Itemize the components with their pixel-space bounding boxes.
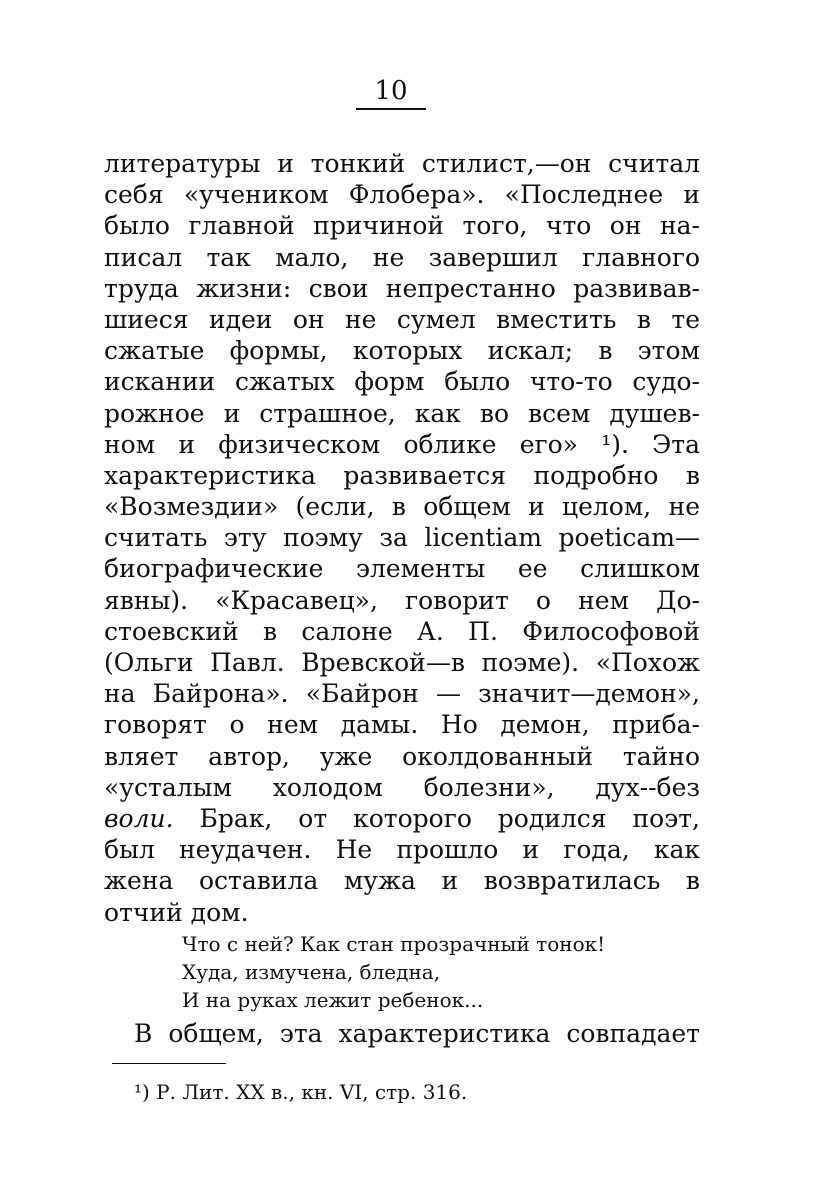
verse-line: Худа, измучена, бледна, [182, 960, 441, 984]
text-line: явны). «Красавец», говорит о нем До- [104, 585, 700, 615]
text-line: считать эту поэму за licentiam poeticam— [104, 523, 700, 553]
verse-line: Что с ней? Как стан прозрачный тонок! [182, 932, 606, 956]
verse-quote [182, 930, 702, 1014]
body-text [104, 148, 700, 928]
text-line: труда жизни: свои непрестанно развивав- [104, 273, 700, 303]
text-line: характеристика развивается подробно в [104, 460, 700, 490]
text-line: себя «учеником Флобера». «Последнее и [104, 180, 700, 210]
text-line: отчий дом. [104, 897, 249, 927]
page-number: 10 [374, 76, 408, 106]
text-line: сжатые формы, которых искал; в этом [104, 336, 700, 366]
text-line: было главной причиной того, что он на- [104, 211, 700, 241]
text-line: искании сжатых форм было что-то судо- [104, 367, 700, 397]
closing-paragraph-line: В общем, эта характеристика совпадает [134, 1019, 700, 1048]
text-line-italic-start: воли. Брак, от которого родился поэт, [104, 803, 700, 833]
page-number-rule [356, 108, 426, 110]
text-line: стоевский в салоне А. П. Философовой [104, 616, 700, 646]
text-line: писал так мало, не завершил главного [104, 242, 700, 272]
text-line: литературы и тонкий стилист,—он считал [104, 149, 700, 178]
italic-word: воли. [104, 803, 174, 833]
text-line: биографические элементы ее слишком [104, 554, 700, 584]
text-line: жена оставила мужа и возвратилась в [104, 866, 700, 896]
text-line: рожное и страшное, как во всем душев- [104, 398, 700, 428]
text-line: шиеся идеи он не сумел вместить в те [104, 304, 700, 334]
footnote-rule [112, 1063, 226, 1064]
text-line: «усталым холодом болезни», дух--без [104, 772, 700, 802]
text-line: вляет автор, уже околдованный тайно [104, 741, 700, 771]
text-line: был неудачен. Не прошло и года, как [104, 835, 700, 865]
text-line: говорят о нем дамы. Но демон, приба- [104, 710, 700, 740]
text-line: «Возмездии» (если, в общем и целом, не [104, 492, 700, 522]
text-line: на Байрона». «Байрон — значит—демон», [104, 679, 700, 709]
verse-line: И на руках лежит ребенок... [182, 988, 484, 1012]
text-line: (Ольги Павл. Вревской—в поэме). «Похож [104, 648, 700, 677]
text-line: ном и физическом облике его» ¹). Эта [104, 429, 700, 459]
footnote: ¹) Р. Лит. XX в., кн. VI, стр. 316. [134, 1080, 468, 1104]
